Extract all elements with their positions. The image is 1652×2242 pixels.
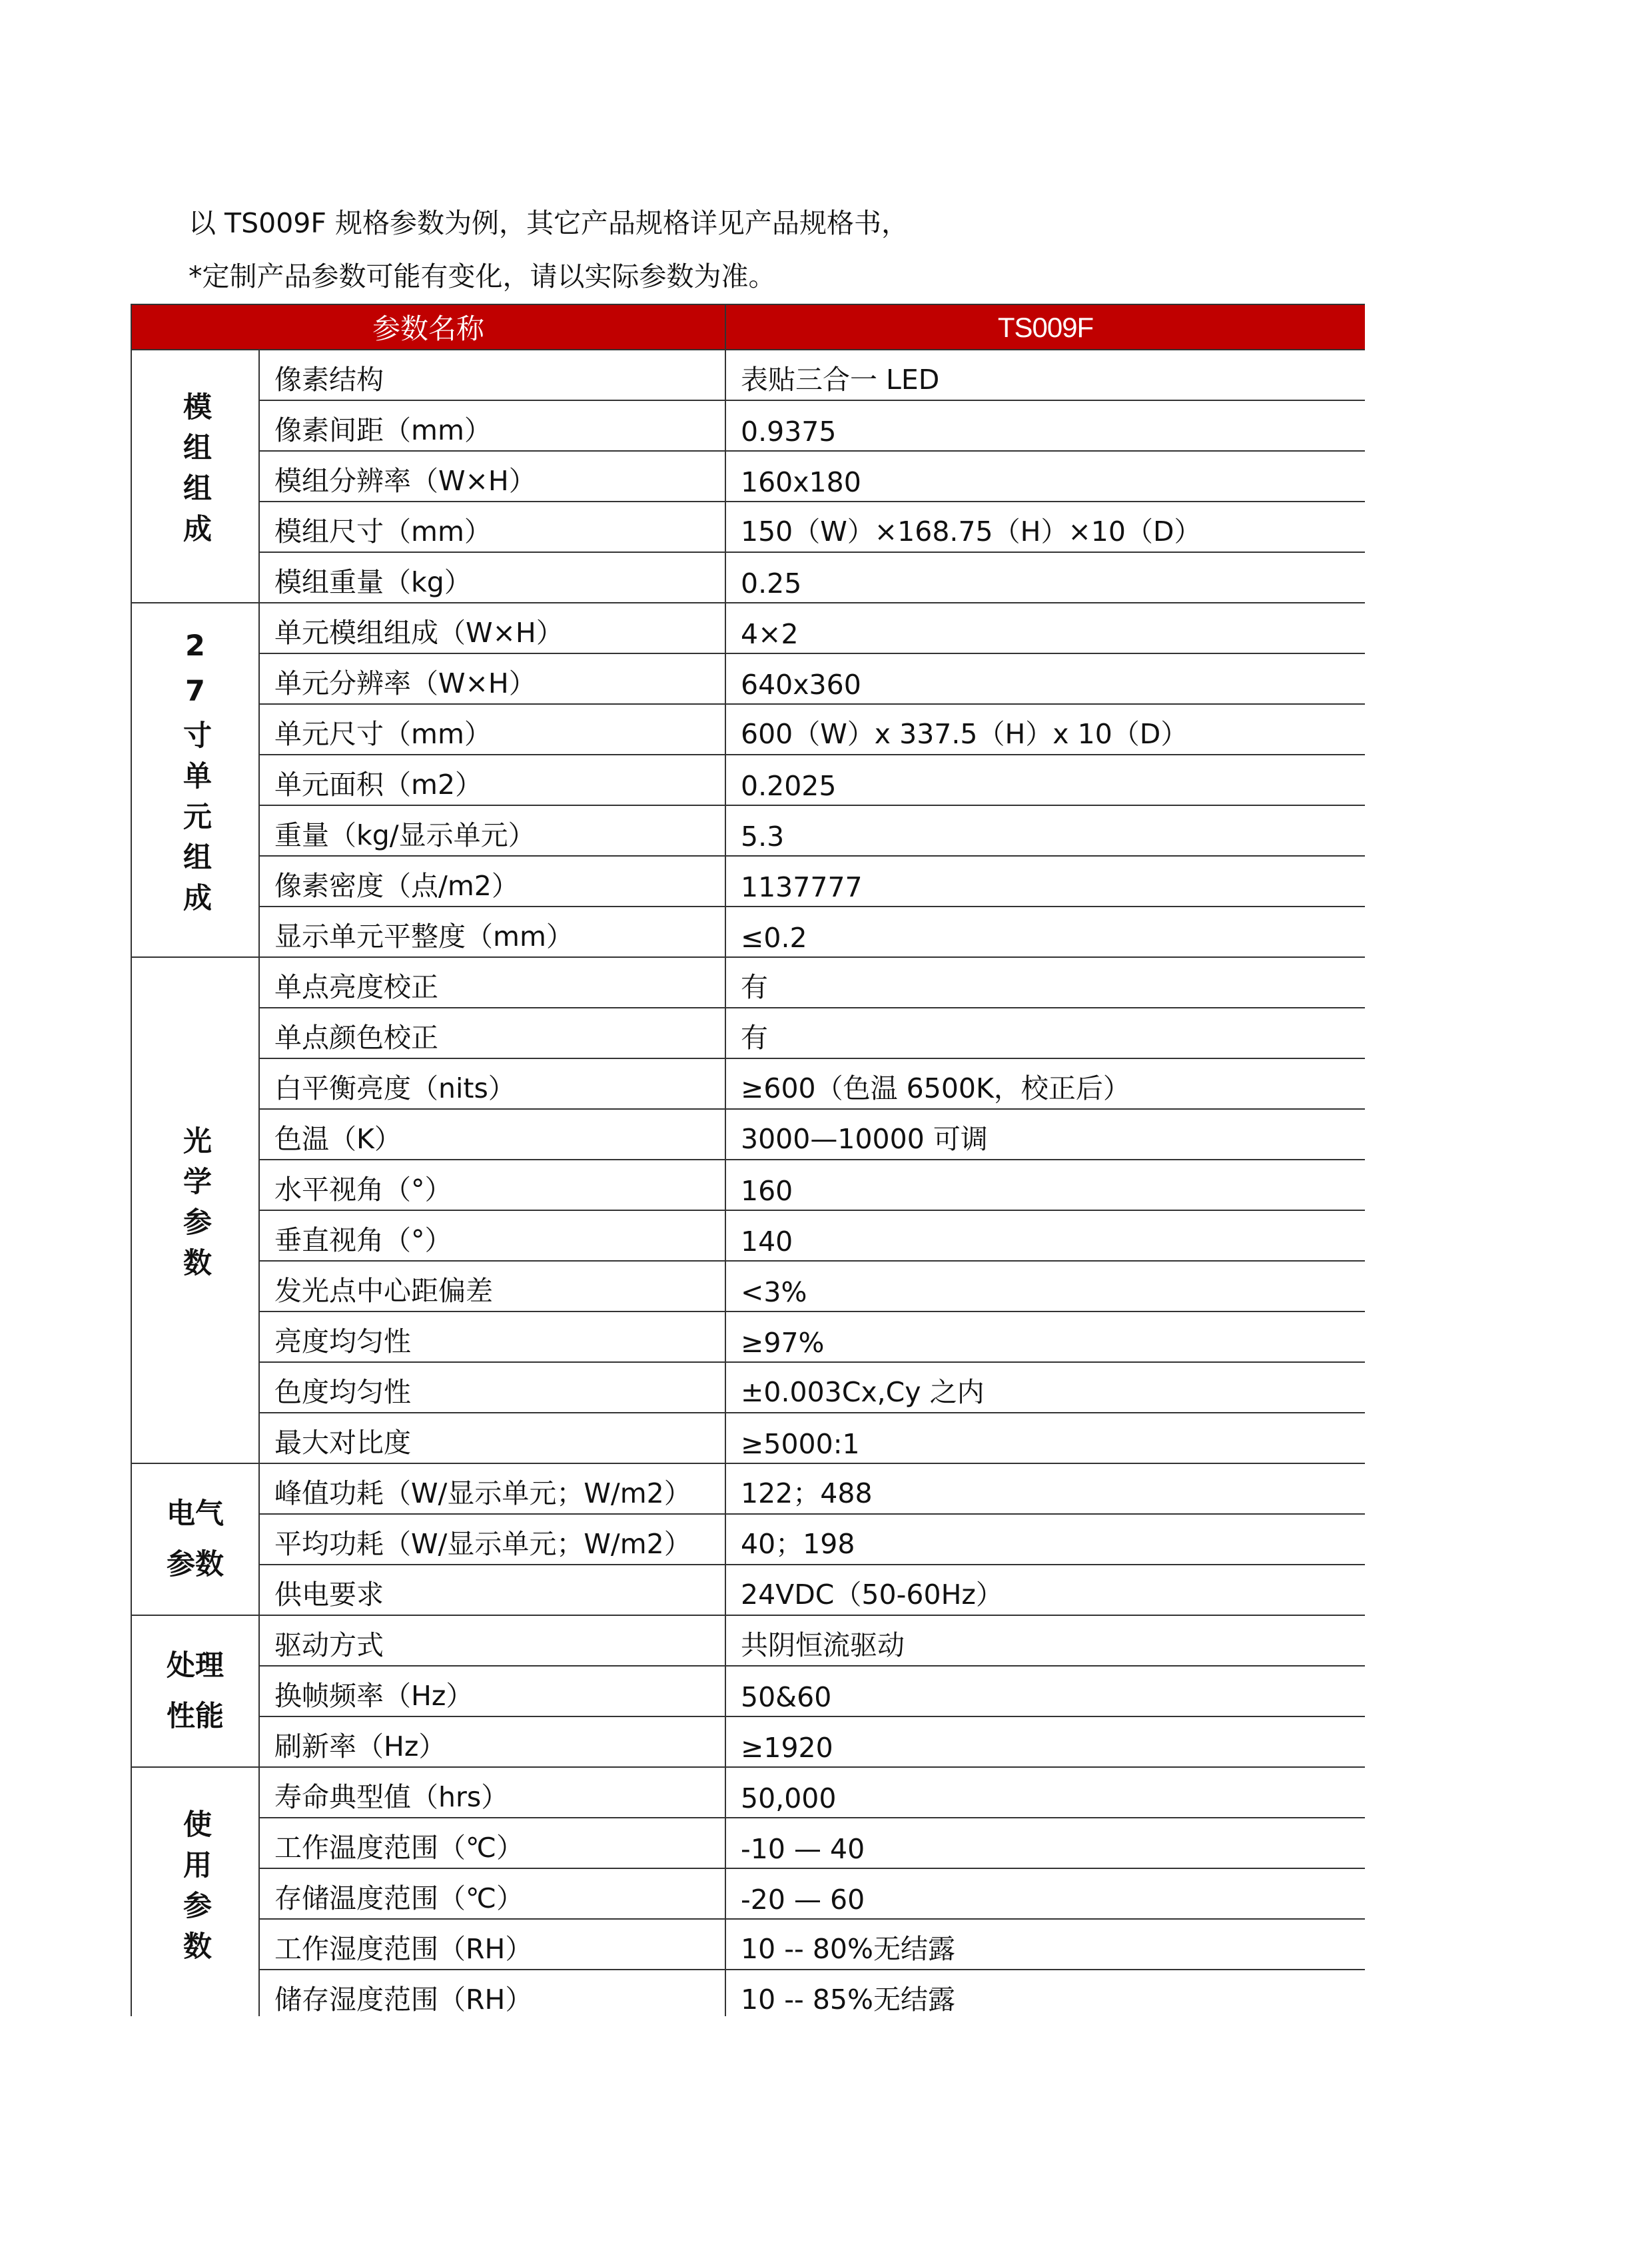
param-value: -10 — 40 <box>725 1818 1365 1868</box>
table-row <box>131 502 1365 552</box>
group-label-cell <box>131 957 259 1463</box>
param-value: ±0.003Cx,Cy 之内 <box>725 1362 1365 1413</box>
param-name: 工作湿度范围（RH） <box>259 1919 725 1970</box>
table-row <box>131 1767 1365 1818</box>
param-name: 储存湿度范围（RH） <box>259 1970 725 2016</box>
param-name: 存储温度范围（℃） <box>259 1868 725 1919</box>
param-value: 5.3 <box>725 805 1365 856</box>
param-name: 色度均匀性 <box>259 1362 725 1413</box>
header-model-label: TS009F <box>997 311 1094 343</box>
intro-line-1: 以 TS009F 规格参数为例，其它产品规格详见产品规格书， <box>189 207 909 239</box>
param-name: 单元分辨率（W×H） <box>259 653 725 704</box>
table-row <box>131 805 1365 856</box>
param-value: 10 -- 80%无结露 <box>725 1919 1365 1970</box>
param-value: 4×2 <box>725 603 1365 653</box>
table-row <box>131 451 1365 502</box>
param-name: 垂直视角（°） <box>259 1210 725 1261</box>
param-value: 24VDC（50-60Hz） <box>725 1565 1365 1615</box>
group-label: 处理 性能 <box>167 1649 224 1733</box>
param-name: 像素间距（mm） <box>259 400 725 451</box>
table-row <box>131 1311 1365 1362</box>
param-name: 重量（kg/显示单元） <box>259 805 725 856</box>
param-value: <3% <box>725 1261 1365 1311</box>
param-value: 0.9375 <box>725 400 1365 451</box>
table-row <box>131 1565 1365 1615</box>
param-name: 平均功耗（W/显示单元；W/m2） <box>259 1514 725 1565</box>
table-row <box>131 1109 1365 1160</box>
table-row <box>131 1058 1365 1109</box>
table-header-row <box>131 304 1365 350</box>
param-name: 像素密度（点/m2） <box>259 856 725 907</box>
param-value: -20 — 60 <box>725 1868 1365 1919</box>
table-row <box>131 1970 1365 2016</box>
group-label-cell <box>131 1615 259 1767</box>
param-value: 640x360 <box>725 653 1365 704</box>
param-name: 换帧频率（Hz） <box>259 1666 725 1716</box>
table-row <box>131 400 1365 451</box>
table-row <box>131 552 1365 603</box>
table-row <box>131 350 1365 400</box>
param-name: 水平视角（°） <box>259 1160 725 1210</box>
param-name: 最大对比度 <box>259 1413 725 1463</box>
table-row <box>131 603 1365 653</box>
table-row <box>131 907 1365 957</box>
param-name: 驱动方式 <box>259 1615 725 1666</box>
param-value: ≥97% <box>725 1311 1365 1362</box>
param-name: 显示单元平整度（mm） <box>259 907 725 957</box>
table-row <box>131 1868 1365 1919</box>
param-value: 共阴恒流驱动 <box>725 1615 1365 1666</box>
param-value: 0.2025 <box>725 755 1365 805</box>
table-row <box>131 1413 1365 1463</box>
table-row <box>131 755 1365 805</box>
param-value: ≥600（色温 6500K，校正后） <box>725 1058 1365 1109</box>
spec-table <box>131 304 1365 2016</box>
param-name: 供电要求 <box>259 1565 725 1615</box>
param-value: 0.25 <box>725 552 1365 603</box>
param-name: 单点亮度校正 <box>259 957 725 1008</box>
param-name: 发光点中心距偏差 <box>259 1261 725 1311</box>
param-name: 亮度均匀性 <box>259 1311 725 1362</box>
group-label: 27寸单元组成 <box>179 629 212 923</box>
param-name: 单元面积（m2） <box>259 755 725 805</box>
param-value: 160x180 <box>725 451 1365 502</box>
param-value: ≥5000:1 <box>725 1413 1365 1463</box>
table-row <box>131 1716 1365 1767</box>
param-value: 3000—10000 可调 <box>725 1109 1365 1160</box>
table-row <box>131 1463 1365 1514</box>
table-row <box>131 1261 1365 1311</box>
table-row <box>131 957 1365 1008</box>
param-value: 有 <box>725 1008 1365 1058</box>
group-label-cell <box>131 603 259 957</box>
header-param-label: 参数名称 <box>372 312 485 345</box>
param-value: 有 <box>725 957 1365 1008</box>
table-row <box>131 1666 1365 1716</box>
param-name: 刷新率（Hz） <box>259 1716 725 1767</box>
param-name: 像素结构 <box>259 350 725 400</box>
param-name: 模组尺寸（mm） <box>259 502 725 552</box>
group-label: 使用参数 <box>179 1808 212 1972</box>
param-name: 单元尺寸（mm） <box>259 704 725 755</box>
table-row <box>131 1818 1365 1868</box>
param-name: 工作温度范围（℃） <box>259 1818 725 1868</box>
spec-table-container <box>131 304 1365 2016</box>
param-value: 1137777 <box>725 856 1365 907</box>
param-value: 600（W）x 337.5（H）x 10（D） <box>725 704 1365 755</box>
header-param-name <box>131 304 725 350</box>
table-row <box>131 856 1365 907</box>
param-value: 160 <box>725 1160 1365 1210</box>
intro-line-2: *定制产品参数可能有变化，请以实际参数为准。 <box>189 260 776 292</box>
param-name: 寿命典型值（hrs） <box>259 1767 725 1818</box>
group-label-cell <box>131 350 259 603</box>
param-name: 白平衡亮度（nits） <box>259 1058 725 1109</box>
param-value: 122；488 <box>725 1463 1365 1514</box>
param-name: 单元模组组成（W×H） <box>259 603 725 653</box>
param-name: 模组分辨率（W×H） <box>259 451 725 502</box>
param-value: 50,000 <box>725 1767 1365 1818</box>
table-row <box>131 704 1365 755</box>
param-value: 50&60 <box>725 1666 1365 1716</box>
table-row <box>131 1210 1365 1261</box>
param-name: 峰值功耗（W/显示单元；W/m2） <box>259 1463 725 1514</box>
group-label-cell <box>131 1767 259 2016</box>
header-model <box>725 304 1365 350</box>
param-value: 140 <box>725 1210 1365 1261</box>
table-row <box>131 1514 1365 1565</box>
param-value: 10 -- 85%无结露 <box>725 1970 1365 2016</box>
group-label: 模组组成 <box>179 391 212 554</box>
table-row <box>131 1008 1365 1058</box>
table-row <box>131 1919 1365 1970</box>
group-label: 电气 参数 <box>167 1497 224 1581</box>
param-name: 色温（K） <box>259 1109 725 1160</box>
param-value: 表贴三合一 LED <box>725 350 1365 400</box>
param-value: ≥1920 <box>725 1716 1365 1767</box>
param-value: 150（W）×168.75（H）×10（D） <box>725 502 1365 552</box>
table-row <box>131 1362 1365 1413</box>
param-name: 模组重量（kg） <box>259 552 725 603</box>
table-row <box>131 1160 1365 1210</box>
table-row <box>131 1615 1365 1666</box>
table-row <box>131 653 1365 704</box>
group-label-cell <box>131 1463 259 1615</box>
param-value: 40；198 <box>725 1514 1365 1565</box>
param-value: ≤0.2 <box>725 907 1365 957</box>
param-name: 单点颜色校正 <box>259 1008 725 1058</box>
group-label: 光学参数 <box>179 1125 212 1288</box>
